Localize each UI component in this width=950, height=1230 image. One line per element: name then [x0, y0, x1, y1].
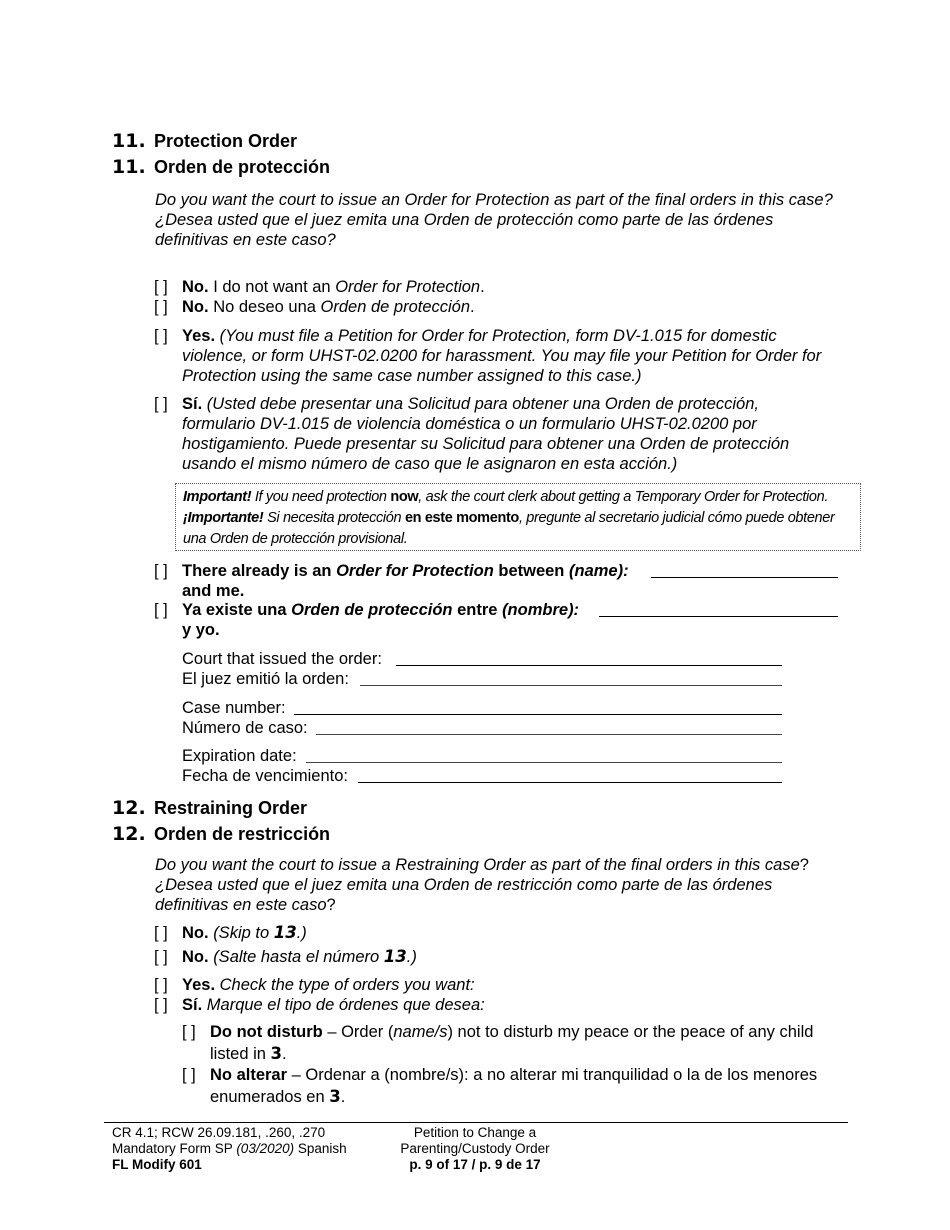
no12-es-checkbox[interactable]: [ ] [154, 948, 168, 966]
no-en-checkbox[interactable]: [ ] [154, 278, 168, 296]
case-label-en: Case number: [182, 699, 286, 717]
existing-en-checkbox[interactable]: [ ] [154, 562, 168, 580]
existing-es-end: y yo. [182, 621, 220, 639]
question-es: ¿Desea usted que el juez emita una Orden de protección como parte de las órdenes definitivas en este caso? [155, 211, 774, 249]
dnd-checkbox[interactable]: [ ] [182, 1023, 196, 1041]
footer-form-type: Mandatory Form SP (03/2020) Spanish [112, 1141, 347, 1156]
nalt-option: No alterar – Ordenar a (nombre/s): a no alterar mi tranquilidad o la de los menores enumerados en 3. [210, 1066, 818, 1106]
section-12-number-es: 12. [112, 823, 146, 845]
footer-center [375, 1125, 575, 1173]
existing-en-name-field[interactable] [651, 577, 838, 578]
yes12-es-checkbox[interactable]: [ ] [154, 996, 168, 1014]
section-12-title-en: Restraining Order [154, 798, 308, 818]
question-12-en: Do you want the court to issue a Restraining Order as part of the final orders in this case? [155, 856, 809, 874]
section-11-number: 11. [112, 130, 146, 152]
no12-en-option: No. (Skip to 13.) [182, 923, 307, 942]
notice-es: ¡Importante! Si necesita protección en este momento, pregunte al secretario judicial cómo puede obtener una Orden de protección provisional. [183, 510, 835, 547]
no-en-option: No. I do not want an Order for Protection. [182, 278, 485, 296]
expiration-field-es[interactable] [358, 782, 782, 783]
court-label-es: El juez emitió la orden: [182, 670, 349, 688]
expiration-label-en: Expiration date: [182, 747, 297, 765]
existing-es-checkbox[interactable]: [ ] [154, 601, 168, 619]
question-en: Do you want the court to issue an Order for Protection as part of the final orders in this case? [155, 191, 833, 209]
yes-es-checkbox[interactable]: [ ] [154, 395, 168, 413]
footer-page-number: p. 9 of 17 / p. 9 de 17 [409, 1157, 541, 1172]
court-field-es[interactable] [360, 685, 782, 686]
yes-es-option: Sí. (Usted debe presentar una Solicitud para obtener una Orden de protección, formulario DV-1.015 de violencia doméstica o un formulario UHST-02.0200 por hostigamiento. Puede presentar su Solicitud para obtener una Orden de protección usando el mismo número de caso que le asignaron en esta acción.) [182, 395, 790, 473]
section-12-question [155, 855, 845, 915]
no-es-option: No. No deseo una Orden de protección. [182, 298, 475, 316]
important-notice [175, 483, 861, 551]
case-label-es: Número de caso: [182, 719, 308, 737]
section-11-title-es: Orden de protección [154, 157, 331, 177]
yes12-en-option: Yes. Check the type of orders you want: [182, 976, 475, 994]
no12-es-option: No. (Salte hasta el número 13.) [182, 947, 417, 966]
footer-rcw: CR 4.1; RCW 26.09.181, .260, .270 [112, 1125, 326, 1140]
expiration-label-es: Fecha de vencimiento: [182, 767, 349, 785]
yes-en-checkbox[interactable]: [ ] [154, 327, 168, 345]
existing-es-option: Ya existe una Orden de protección entre (nombre): [182, 601, 580, 619]
case-field-es[interactable] [316, 734, 782, 735]
footer-title-1: Petition to Change a [413, 1125, 537, 1140]
expiration-field-en[interactable] [306, 762, 782, 763]
case-field-en[interactable] [294, 714, 782, 715]
section-12-number: 12. [112, 797, 146, 819]
yes12-es-option: Sí. Marque el tipo de órdenes que desea: [182, 996, 485, 1014]
footer-title-2: Parenting/Custody Order [400, 1141, 550, 1156]
footer-rule [104, 1122, 848, 1123]
court-field-en[interactable] [396, 665, 782, 666]
nalt-checkbox[interactable]: [ ] [182, 1066, 196, 1084]
footer-form-id: FL Modify 601 [112, 1157, 202, 1172]
existing-en-end: and me. [182, 582, 245, 600]
court-label-en: Court that issued the order: [182, 650, 382, 668]
section-12-title-es: Orden de restricción [154, 824, 331, 844]
dnd-option: Do not disturb – Order (name/s) not to disturb my peace or the peace of any child listed in 3. [210, 1023, 814, 1063]
footer-left [112, 1125, 347, 1173]
existing-es-name-field[interactable] [599, 616, 838, 617]
yes-en-option: Yes. (You must file a Petition for Order for Protection, form DV-1.015 for domestic violence, or form UHST-02.0200 for harassment. You may file your Petition for Order for Protection using the same case number assigned to this case.) [182, 327, 822, 385]
section-11-number-es: 11. [112, 156, 146, 178]
existing-en-option: There already is an Order for Protection between (name): [182, 562, 629, 580]
no12-en-checkbox[interactable]: [ ] [154, 924, 168, 942]
no-es-checkbox[interactable]: [ ] [154, 298, 168, 316]
question-12-es: ¿Desea usted que el juez emita una Orden de restricción como parte de las órdenes definitivas en este caso? [155, 876, 773, 914]
notice-en: Important! If you need protection now, ask the court clerk about getting a Temporary Order for Protection. [183, 489, 828, 505]
section-11-title-en: Protection Order [154, 131, 298, 151]
yes12-en-checkbox[interactable]: [ ] [154, 976, 168, 994]
section-11-question [155, 190, 835, 250]
